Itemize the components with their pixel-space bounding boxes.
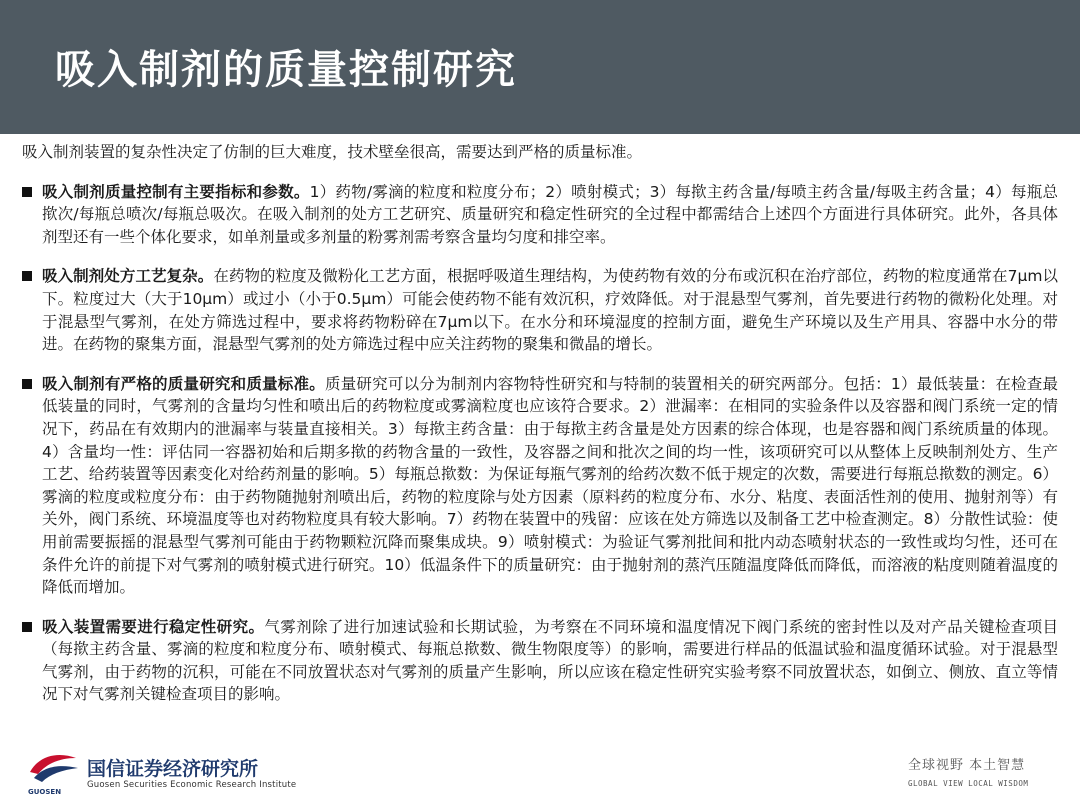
slogan-english: GLOBAL VIEW LOCAL WISDOM (908, 779, 1029, 788)
guosen-logo (24, 750, 297, 798)
bullet-body: 气雾剂除了进行加速试验和长期试验，为考察在不同环境和温度情况下阀门系统的密封性以及对产品关键检查项目（每揿主药含量、雾滴的粒度和粒度分布、喷射模式、每瓶总揿数、微生物限度等）的影响，需要进行样品的低温试验和温度循环试验。对于混悬型气雾剂，由于药物的沉积，可能在不同放置状态对气雾剂的质量产生影响，所以应该在稳定性研究实验考察不同放置状态，如倒立、侧放、直立等情况下对气雾剂关键检查项目的影响。 (42, 617, 1058, 704)
bullet-square-icon (22, 622, 32, 632)
guosen-logo-icon (26, 750, 82, 788)
bullet-square-icon (22, 271, 32, 281)
intro-paragraph: 吸入制剂装置的复杂性决定了仿制的巨大难度，技术壁垒很高，需要达到严格的质量标准。 (22, 143, 643, 161)
logo-mark-text: GUOSEN (28, 788, 62, 796)
bullet-stability-study (22, 616, 1058, 706)
logo-subtitle: Guosen Securities Economic Research Institute (87, 780, 297, 790)
bullet-quality-standards (22, 373, 1058, 599)
logo-name: 国信证券经济研究所 (87, 758, 259, 780)
bullet-body: 在药物的粒度及微粉化工艺方面，根据呼吸道生理结构，为使药物有效的分布或沉积在治疗部位，药物的粒度通常在7μm以下。粒度过大（大于10μm）或过小（小于0.5μm）可能会使药物不能有效沉积，疗效降低。对于混悬型气雾剂，首先要进行药物的微粉化处理。对于混悬型气雾剂，在处方筛选过程中，要求将药物粉碎在7μm以下。在水分和环境湿度的控制方面，避免生产环境以及生产用具、容器中水分的带进。在药物的聚集方面，混悬型气雾剂的处方筛选过程中应关注药物的聚集和微晶的增长。 (42, 267, 1058, 354)
bullet-quality-indicators (22, 181, 1058, 249)
bullet-heading: 吸入制剂有严格的质量研究和质量标准。 (42, 374, 325, 393)
bullet-body: 1）药物/雾滴的粒度和粒度分布；2）喷射模式；3）每揿主药含量/每喷主药含量/每吸主药含量；4）每瓶总揿次/每瓶总喷次/每瓶总吸次。在吸入制剂的处方工艺研究、质量研究和稳定性研究的全过程中都需结合上述四个方面进行具体研究。此外，各具体剂型还有一些个体化要求，如单剂量或多剂量的粉雾剂需考察含量均匀度和排空率。 (42, 182, 1058, 246)
title-bar (0, 0, 1080, 134)
content-body (22, 141, 1058, 723)
slogan (908, 754, 1068, 788)
bullet-heading: 吸入装置需要进行稳定性研究。 (42, 617, 265, 636)
bullet-heading: 吸入制剂处方工艺复杂。 (42, 267, 214, 286)
bullet-formulation-process (22, 265, 1058, 355)
bullet-heading: 吸入制剂质量控制有主要指标和参数。 (42, 182, 310, 201)
bullet-body: 质量研究可以分为制剂内容物特性研究和与特制的装置相关的研究两部分。包括：1）最低装量：在检查最低装量的同时，气雾剂的含量均匀性和喷出后的药物粒度或雾滴粒度也应该符合要求。2）泄漏率：在相同的实验条件以及容器和阀门系统一定的情况下，药品在有效期内的泄漏率与装量直接相关。3）每揿主药含量：由于每揿主药含量是处方因素的综合体现，也是容器和阀门系统质量的体现。4）含量均一性：评估同一容器初始和后期多揿的药物含量的一致性，及容器之间和批次之间的均一性，该项研究可以从整体上反映制剂处方、生产工艺、给药装置等因素变化对给药剂量的影响。5）每瓶总揿数：为保证每瓶气雾剂的给药次数不低于规定的次数，需要进行每瓶总揿数的测定。6）雾滴的粒度或粒度分布：由于药物随抛射剂喷出后，药物的粒度除与处方因素（原料药的粒度分布、水分、粘度、表面活性剂的使用、抛射剂等）有关外，阀门系统、环境温度等也对药物粒度具有较大影响。7）药物在装置中的残留：应该在处方筛选以及制备工艺中检查测定。8）分散性试验：使用前需要振摇的混悬型气雾剂可能由于药物颗粒沉降而聚集成块。9）喷射模式：为验证气雾剂批间和批内动态喷射状态的一致性或均匀性，还可在条件允许的前提下对气雾剂的喷射模式进行研究。10）低温条件下的质量研究：由于抛射剂的蒸汽压随温度降低而降低，而溶液的粘度则随着温度的降低而增加。 (42, 374, 1058, 597)
bullet-square-icon (22, 379, 32, 389)
page-title: 吸入制剂的质量控制研究 (55, 47, 517, 93)
bullet-square-icon (22, 187, 32, 197)
slogan-chinese: 全球视野 本土智慧 (908, 758, 1026, 773)
